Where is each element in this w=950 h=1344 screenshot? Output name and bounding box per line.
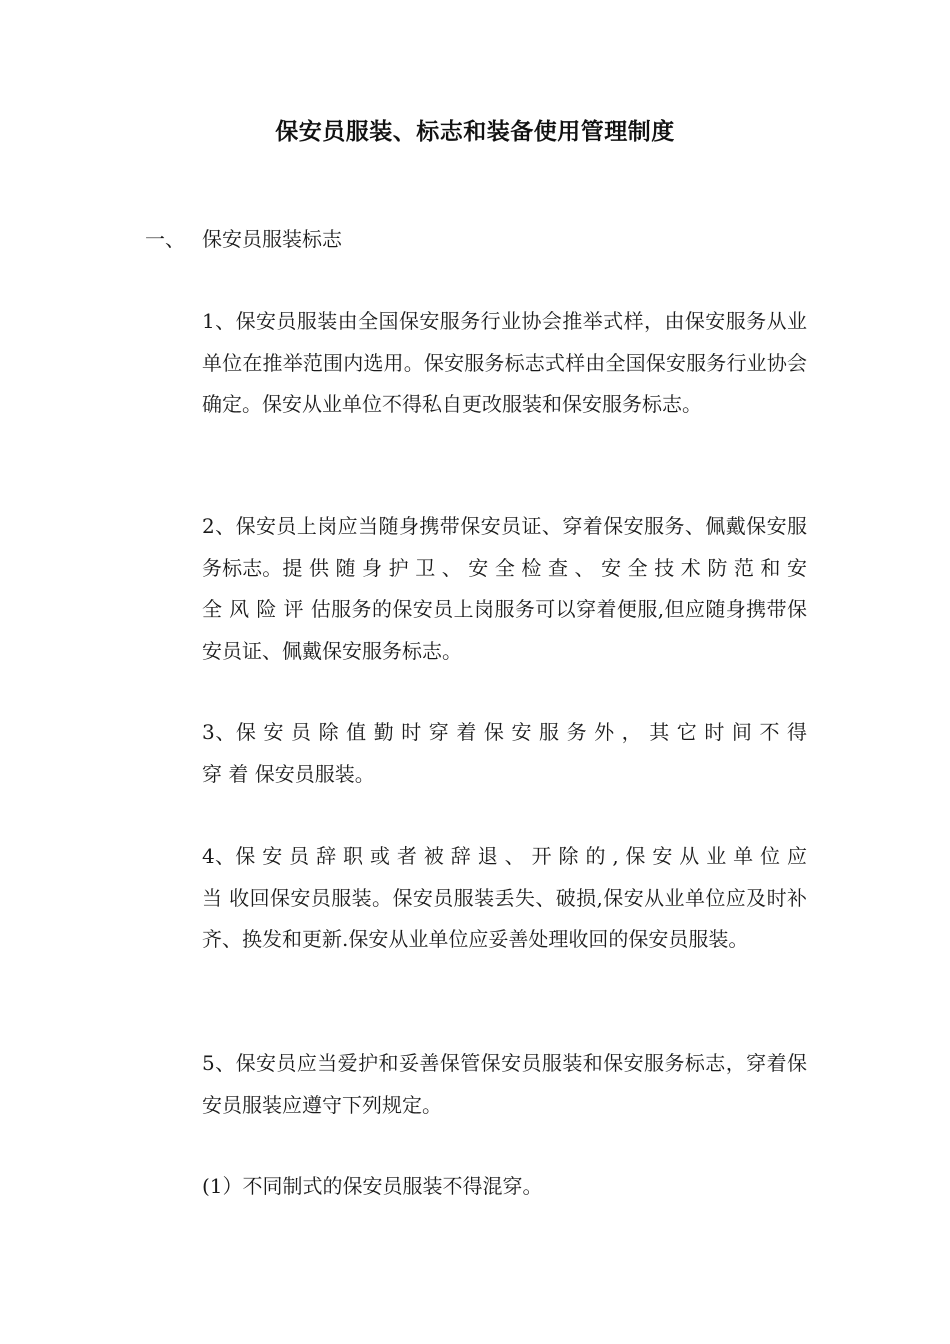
document-title: 保安员服装、标志和装备使用管理制度: [275, 118, 675, 145]
paragraph-3: 3、保 安 员 除 值 勤 时 穿 着 保 安 服 务 外 ， 其 它 时 间 不 得 穿 着 保安员服装。: [202, 720, 807, 786]
section-heading: [145, 223, 342, 252]
paragraph-1: 1、保安员服装由全国保安服务行业协会推举式样，由保安服务从业单位在推举范围内选用。保安服务标志式样由全国保安服务行业协会确定。保安从业单位不得私自更改服装和保安服务标志。: [202, 309, 807, 416]
section-heading-text: 保安员服装标志: [202, 227, 342, 251]
paragraph-4: 4、保 安 员 辞 职 或 者 被 辞 退 、 开 除 的 , 保 安 从 业 单 位 应 当 收回保安员服装。保安员服装丢失、破损,保安从业单位应及时补齐、换发和更新.保安从业单位应妥善处理收回的保安员服装。: [202, 844, 807, 951]
paragraph-6: (1）不同制式的保安员服装不得混穿。: [202, 1174, 543, 1198]
section-number: 一、: [145, 227, 185, 251]
paragraph-2: 2、保安员上岗应当随身携带保安员证、穿着保安服务、佩戴保安服务标志。提 供 随 身 护 卫 、 安 全 检 查 、 安 全 技 术 防 范 和 安 全 风 险 评 估服务的保安员上岗服务可以穿着便服,但应随身携带保安员证、佩戴保安服务标志。: [202, 514, 807, 663]
paragraph-5: 5、保安员应当爱护和妥善保管保安员服装和保安服务标志，穿着保安员服装应遵守下列规定。: [202, 1051, 807, 1117]
